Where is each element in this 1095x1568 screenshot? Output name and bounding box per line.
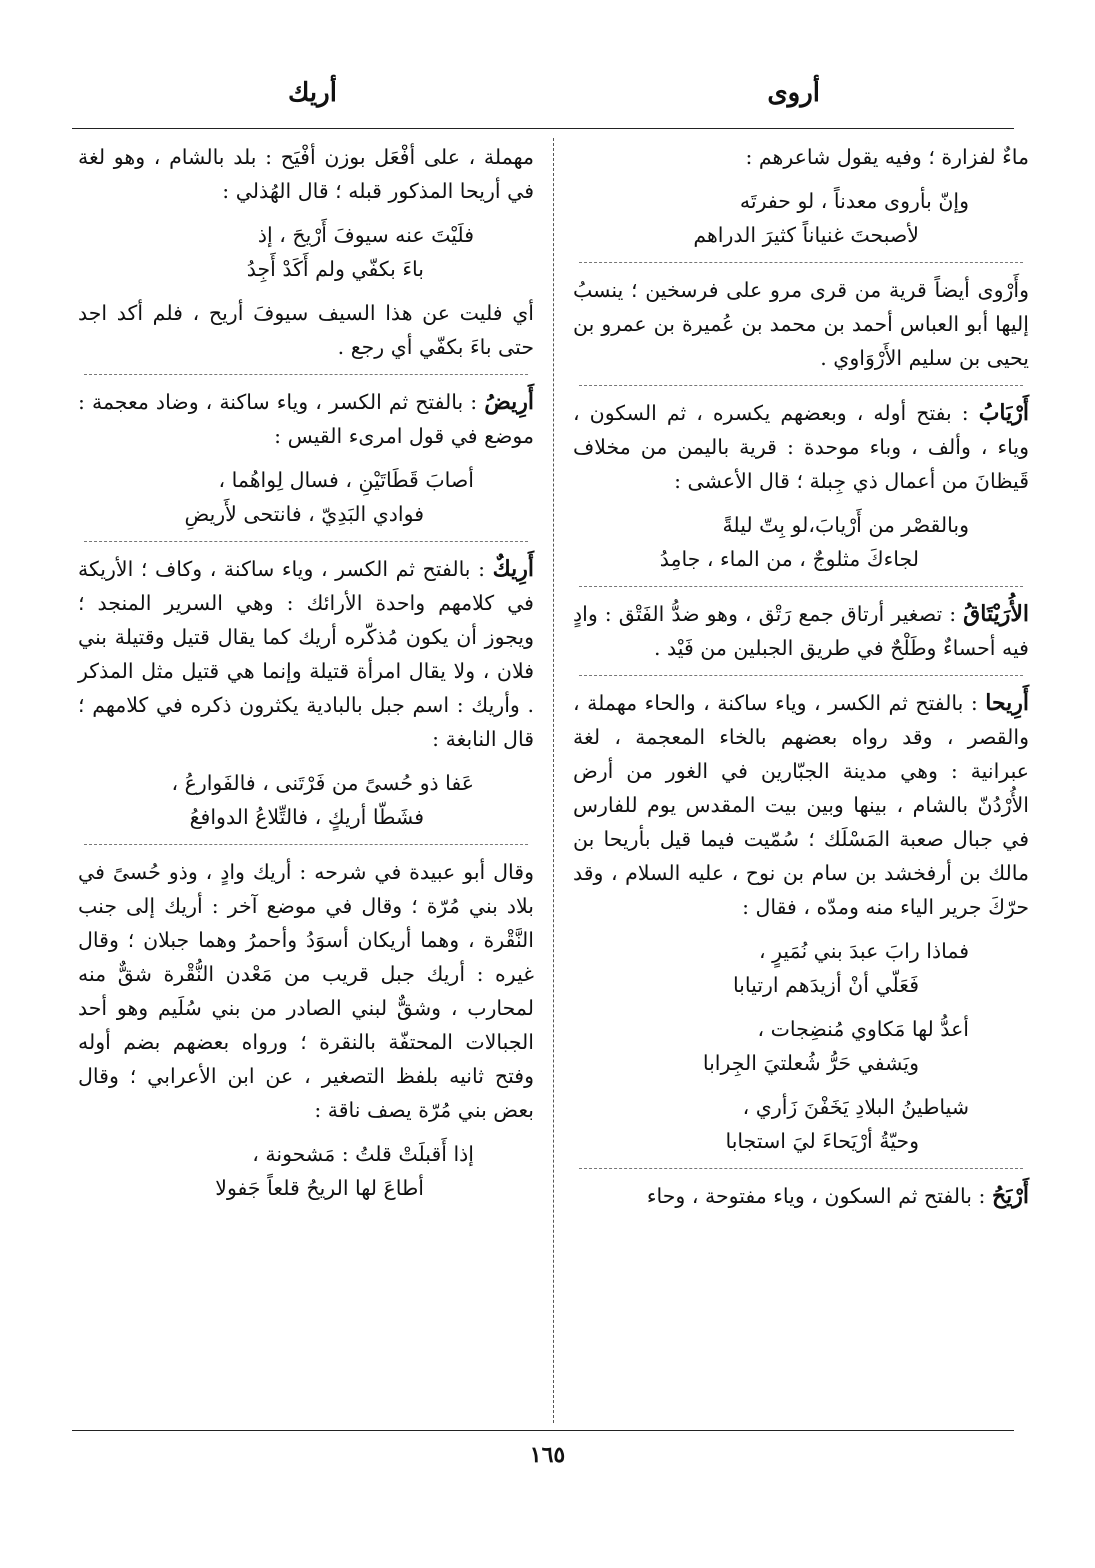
entry-text: : بالفتح ثم السكون ، وياء مفتوحة ، وحاء [646,1184,992,1208]
verse [573,1090,1029,1158]
verse-line: وبالقصْر من أَرْيابَ،لو بِتّ ليلةً [722,513,969,537]
verse-line: فماذا رابَ عبدَ بني نُمَيرٍ ، [758,939,969,963]
entry-separator [579,262,1023,263]
entry-text: : بالفتح ثم الكسر ، وياء ساكنة ، والحاء مهملة ، والقصر ، وقد رواه بعضهم بالخاء المعجمة ، لغة عبرانية : وهي مدينة الجبّارين في الغور من أرض الأُرْدُنّ بالشام ، بينها وبين بيت المقدس يوم للفارس في جبال صعبة المَسْلَك ؛ سُمّيت فيما قيل بأريحا بن مالك بن أرفخشد بن سام بن نوح ، عليه السلام ، وقد حرّكَ جرير الياء منه ومدّه ، فقال : [573,691,1029,919]
verse-line: فلَيْتَ عنه سيوفَ أَرْيحَ ، إذ [257,223,474,247]
entry-separator [84,844,528,845]
verse-line: فَعَلّي أنْ أزيدَهم ارتيابا [732,973,919,997]
verse [573,934,1029,1002]
verse-line: وإنّ بأروى معدناً ، لو حفرتَه [739,189,969,213]
entry-text: : تصغير أرتاق جمع رَتْق ، وهو ضدُّ الفَتْق : وادٍ فيه أحساءٌ وطَلْحٌ في طريق الجبلين من فَيْد . [573,602,1029,660]
entry-text: : بفتح أوله ، وبعضهم يكسره ، ثم السكون ، وياء ، وألف ، وباء موحدة : قرية باليمن من مخلاف قَيظانَ من أعمال ذي جِبلة ؛ قال الأعشى : [573,401,1029,493]
running-head-left: أريك [288,78,337,108]
verse-line: وحيّةُ أرْيَحاءَ ليَ استجابا [725,1129,919,1153]
entry-separator [579,586,1023,587]
entry-separator [84,374,528,375]
entry-headword: الأُرَيْتَاقُ [963,601,1029,627]
verse [573,1012,1029,1080]
entry-separator [579,675,1023,676]
entry-headword: أَرِيحا [985,690,1029,716]
verse-line: ويَشفي حَرُّ شُعلتيَ الجِرابا [702,1051,919,1075]
dictionary-entry [573,1179,1029,1213]
top-rule [72,128,1014,129]
dictionary-entry [573,396,1029,498]
verse-line: لجاءكَ مثلوجٌ ، من الماء ، جامِدُ [659,547,919,571]
paragraph: وقال أبو عبيدة في شرحه : أريك وادٍ ، وذو حُسىً في بلاد بني مُرّة ؛ وقال في موضع آخر : أريك إلى جنب النَّقْرة ، وهما أريكان أسوَدُ وأحمرُ وهما جبلان ؛ وقال غيره : أريك جبل قريب من مَعْدن النُّقْرة شقٌّ منه لمحارب ، وشقٌّ لبني الصادر من بني سُلَيم وهو أحد الجبالات المحتفّة بالنقرة ؛ ورواه بعضهم بضم أوله وفتح ثانيه بلفظ التصغير ، عن ابن الأعرابي ؛ وقال بعض بني مُرّة يصف ناقة : [78,860,534,1122]
verse-line: لأصبحتَ غنياناً كثيرَ الدراهم [693,223,919,247]
verse-line: عَفا ذو حُسىً من فَرْتَنى ، فالفَوارعُ ، [171,771,474,795]
paragraph: ماءٌ لفزارة ؛ وفيه يقول شاعرهم : [745,145,1029,169]
entry-headword: أَرِيضُ [484,389,534,415]
verse-line: فشَطّا أريكٍ ، فالتِّلاعُ الدوافعُ [189,805,424,829]
entry-text: : بالفتح ثم الكسر ، وياء ساكنة ، وضاد معجمة : موضع في قول امرىء القيس : [78,390,534,448]
verse-line: إذا أَقبلَتْ قلتُ : مَشحونة ، [252,1142,474,1166]
dictionary-entry [573,597,1029,665]
verse [573,184,1029,252]
left-column [78,140,534,1215]
entry-separator [579,1168,1023,1169]
verse-line: شياطينُ البلادِ يَخَفْنَ زَأري ، [742,1095,969,1119]
entry-text: : بالفتح ثم الكسر ، وياء ساكنة ، وكاف ؛ الأريكة في كلامهم واحدة الأرائك : وهي السرير المنجد ؛ ويجوز أن يكون مُذكّره أريك كما يقال قتيل وقتيلة بني فلان ، ولا يقال امرأة قتيلة وإنما هي قتيل مثل المذكر . وأريك : اسم جبل بالبادية يكثرون ذكره في كلامهم ؛ قال النابغة : [78,557,534,751]
verse-line: باءَ بكفّي ولم أَكَدْ أَجِدُ [246,257,424,281]
dictionary-entry [573,686,1029,924]
verse-line: أطاعَ لها الريحُ قلعاً جَفولا [215,1176,424,1200]
page-number: ١٦٥ [529,1442,566,1468]
verse-line: أعدُّ لها مَكاوي مُنضِجات ، [757,1017,969,1041]
dictionary-entry [78,552,534,756]
bottom-rule [72,1430,1014,1431]
right-column [573,140,1029,1223]
paragraph: مهملة ، على أفْعَل بوزن أفْيَح : بلد بالشام ، وهو لغة في أريحا المذكور قبله ؛ قال الهُذلي : [78,145,534,203]
column-divider [553,138,554,1423]
dictionary-entry [78,385,534,453]
verse [78,1137,534,1205]
verse [78,766,534,834]
verse [573,508,1029,576]
verse-line: أصابَ قَطَاتَيْنِ ، فسال لِواهُما ، [218,468,474,492]
entry-separator [84,541,528,542]
verse-line: فوادي البَدِيّ ، فانتحى لأَريضِ [184,502,424,526]
entry-headword: أَرِيكٌ [492,556,534,582]
entry-headword: أَرْيَابُ [978,400,1029,426]
running-head-right: أروى [767,78,820,108]
entry-separator [579,385,1023,386]
paragraph: وأَرْوى أيضاً قرية من قرى مرو على فرسخين ؛ ينسبُ إليها أبو العباس أحمد بن محمد بن عُميرة بن عمرو بن يحيى بن سليم الأَرْوَاوي . [573,278,1029,370]
paragraph: أي فليت عن هذا السيف سيوفَ أريح ، فلم أكد اجد حتى باءَ بكفّي أي رجع . [78,301,534,359]
verse [78,218,534,286]
verse [78,463,534,531]
entry-headword: أَرْيَحُ [991,1183,1029,1209]
